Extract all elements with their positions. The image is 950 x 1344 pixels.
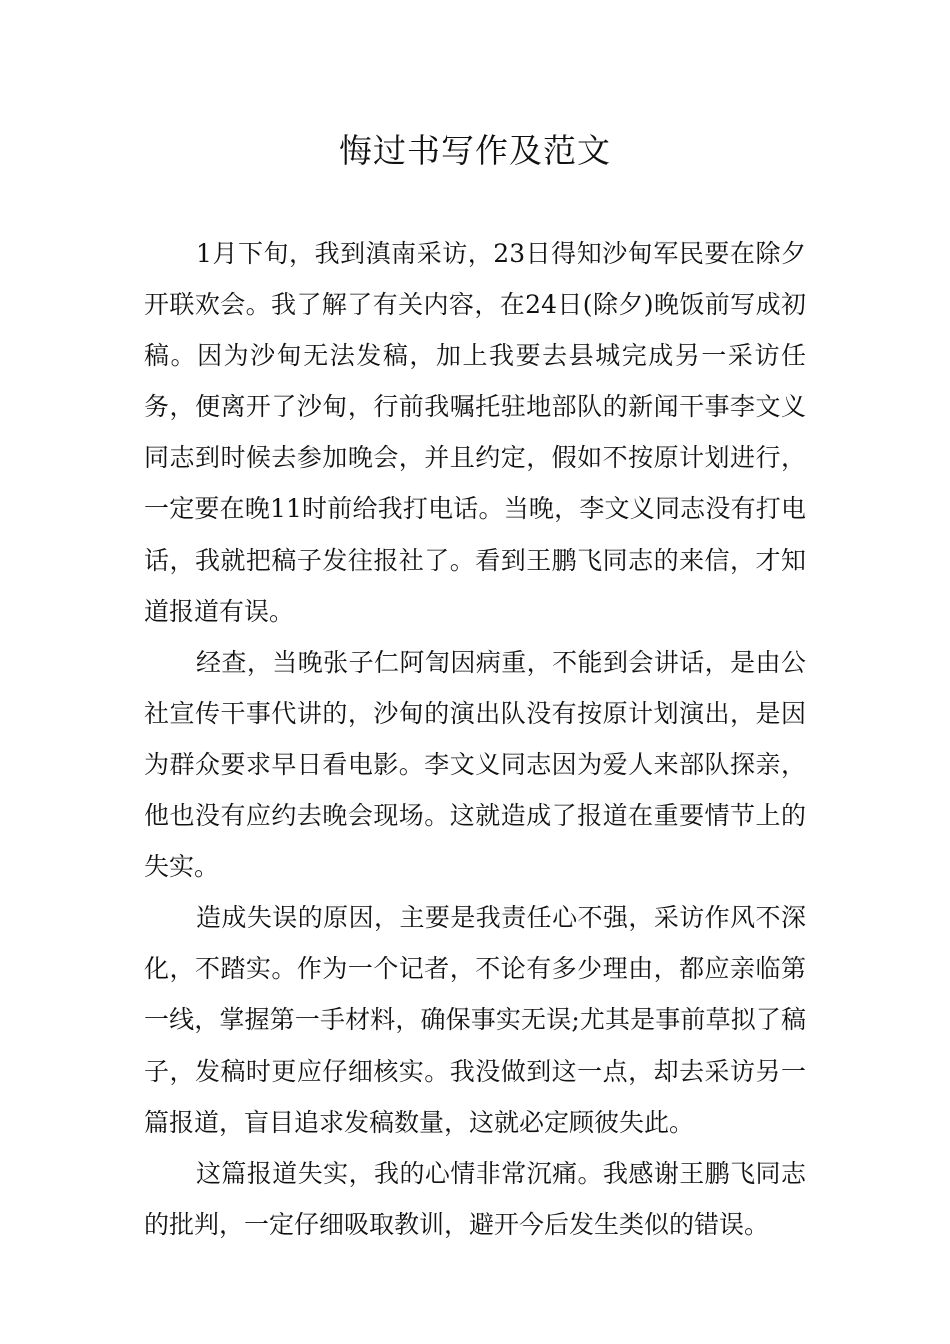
document-title: 悔过书写作及范文 — [339, 131, 611, 170]
paragraph-3: 造成失误的原因，主要是我责任心不强，采访作风不深化，不踏实。作为一个记者，不论有多少理由，都应亲临第一线，掌握第一手材料，确保事实无误;尤其是事前草拟了稿子，发稿时更应仔细核实。我没做到这一点，却去采访另一篇报道，盲目追求发稿数量，这就必定顾彼失此。 — [144, 903, 806, 1137]
paragraph-1: 1月下旬，我到滇南采访，23日得知沙甸军民要在除夕开联欢会。我了解了有关内容，在24日(除夕)晚饭前写成初稿。因为沙甸无法发稿，加上我要去县城完成另一采访任务，便离开了沙甸，行前我嘱托驻地部队的新闻干事李文义同志到时候去参加晚会，并且约定，假如不按原计划进行，一定要在晚11时前给我打电话。当晚，李文义同志没有打电话，我就把稿子发往报社了。看到王鹏飞同志的来信，才知道报道有误。 — [144, 239, 806, 626]
document-body — [144, 228, 806, 1250]
paragraph-4: 这篇报道失实，我的心情非常沉痛。我感谢王鹏飞同志的批判，一定仔细吸取教训，避开今后发生类似的错误。 — [144, 1158, 806, 1239]
paragraph-2: 经查，当晚张子仁阿訇因病重，不能到会讲话，是由公社宣传干事代讲的，沙甸的演出队没有按原计划演出，是因为群众要求早日看电影。李文义同志因为爱人来部队探亲，他也没有应约去晚会现场。这就造成了报道在重要情节上的失实。 — [144, 647, 806, 882]
